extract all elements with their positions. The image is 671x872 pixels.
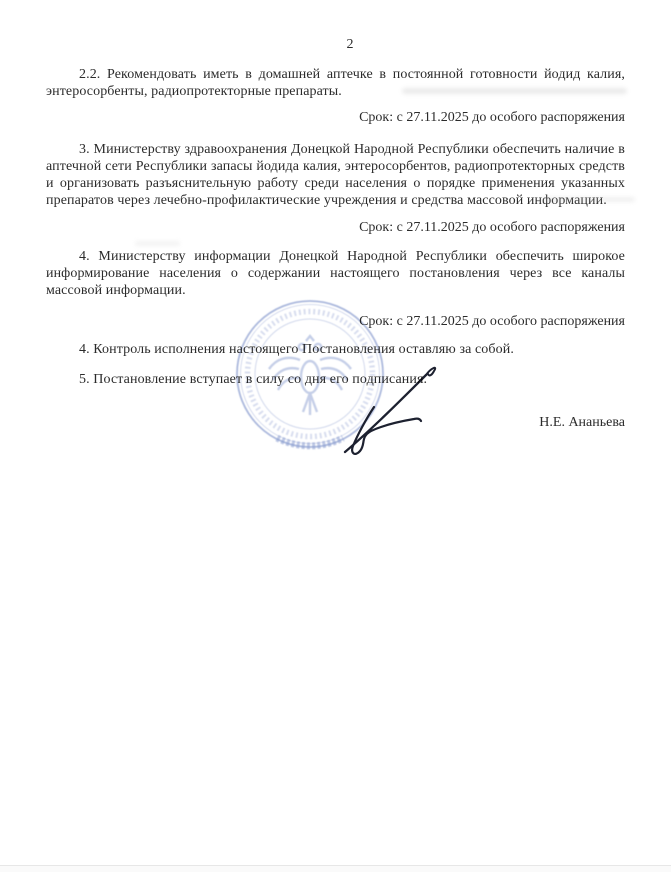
term-line-3: Срок: с 27.11.2025 до особого распоряжения	[359, 314, 625, 329]
scan-artifact	[135, 241, 180, 246]
page-bottom-edge	[0, 865, 671, 872]
clause-2-2: 2.2. Рекомендовать иметь в домашней аптечке в постоянной готовности йодид калия, энтеросорбенты, радиопротекторные препараты.	[46, 67, 625, 99]
clause-3: 3. Министерству здравоохранения Донецкой Народной Республики обеспечить наличие в аптечной сети Республики запасы йодида калия, энтеросорбентов, радиопротекторных средств и организовать разъяснительную работу среди населения о порядке применения указанных препаратов через лечебно-профилактические учреждения и средства массовой информации.	[46, 142, 625, 208]
scan-artifact	[402, 88, 627, 94]
term-line-1: Срок: с 27.11.2025 до особого распоряжения	[359, 110, 625, 125]
clause-4-information: 4. Министерству информации Донецкой Народной Республики обеспечить широкое информирование населения о содержании настоящего постановления через все каналы массовой информации.	[46, 249, 625, 298]
signer-name: Н.Е. Ананьева	[539, 415, 625, 430]
page-number: 2	[346, 37, 354, 52]
clause-5-effective: 5. Постановление вступает в силу со дня его подписания.	[79, 372, 428, 387]
scan-artifact	[540, 197, 635, 202]
clause-4-control: 4. Контроль исполнения настоящего Постановления оставляю за собой.	[79, 342, 514, 357]
term-line-2: Срок: с 27.11.2025 до особого распоряжения	[359, 220, 625, 235]
